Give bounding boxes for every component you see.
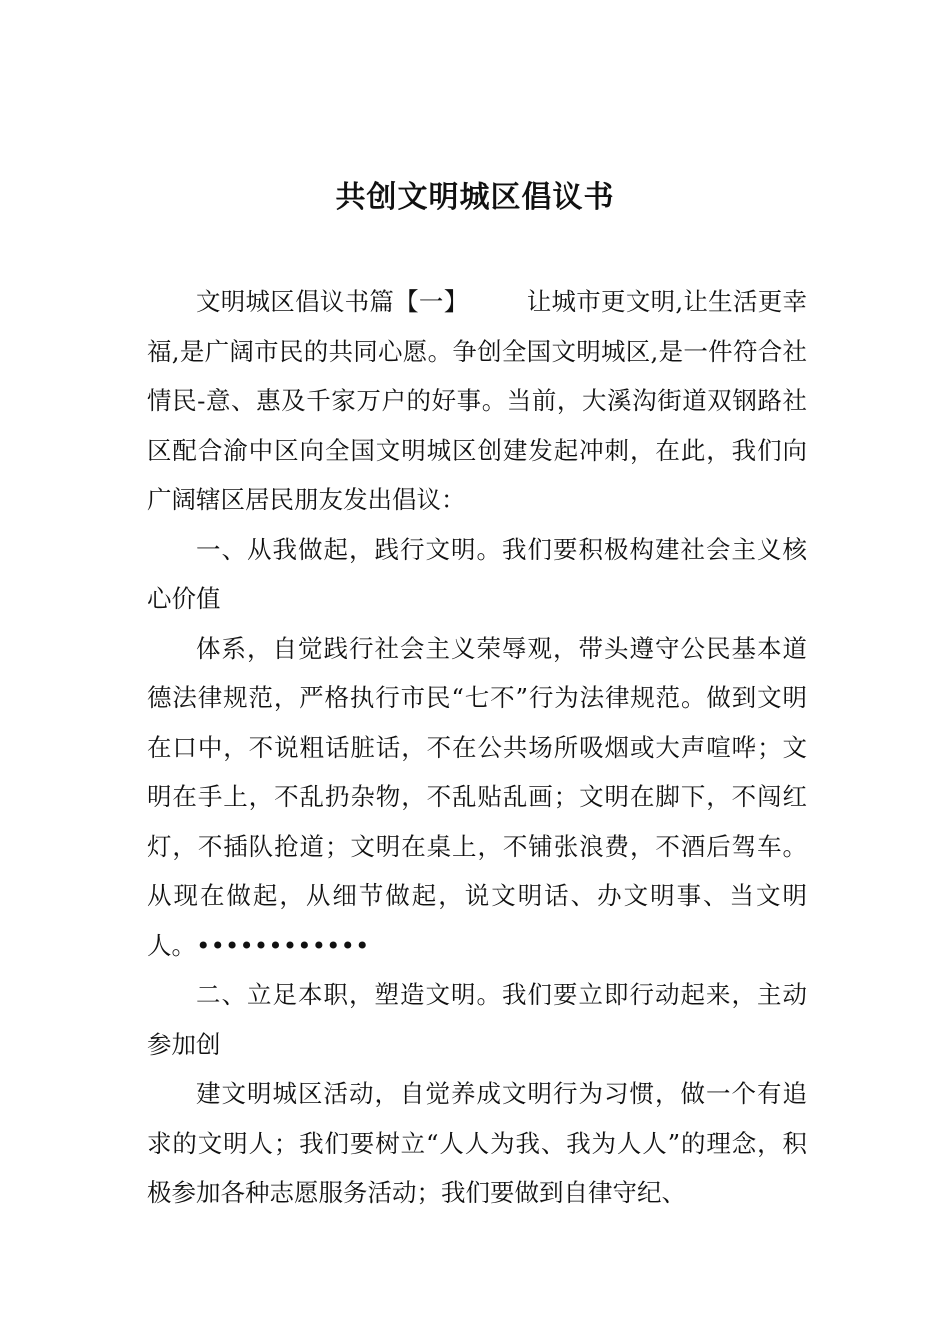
intro-heading: 文明城区倡议书篇【一】 [196, 287, 469, 316]
intro-text: 让城市更文明,让生活更幸福,是广阔市民的共同心愿。争创全国文明城区,是一件符合社情民-意、惠及千家万户的好事。当前，大溪沟街道双钢路社区配合渝中区向全国文明城区创建发起冲刺，在此，我们向广阔辖区居民朋友发出倡议： [147, 287, 807, 514]
document-body [147, 277, 807, 1218]
document-title: 共创文明城区倡议书 [335, 180, 615, 215]
section-1-body: 体系，自觉践行社会主义荣辱观，带头遵守公民基本道德法律规范，严格执行市民“七不”行为法律规范。做到文明在口中，不说粗话脏话，不在公共场所吸烟或大声喧哗；文明在手上，不乱扔杂物，不乱贴乱画；文明在脚下，不闯红灯，不插队抢道；文明在桌上，不铺张浪费，不酒后驾车。从现在做起，从细节做起，说文明话、办文明事、当文明人。•••••••••••• [147, 633, 807, 960]
intro-paragraph [147, 277, 807, 525]
section-2-heading: 二、立足本职，塑造文明。我们要立即行动起来，主动参加创 [147, 980, 807, 1059]
section-1-heading: 一、从我做起，践行文明。我们要积极构建社会主义核心价值 [147, 534, 807, 613]
section-2-body: 建文明城区活动，自觉养成文明行为习惯，做一个有追求的文明人；我们要树立“人人为我、我为人人”的理念，积极参加各种志愿服务活动；我们要做到自律守纪、 [147, 1079, 807, 1207]
